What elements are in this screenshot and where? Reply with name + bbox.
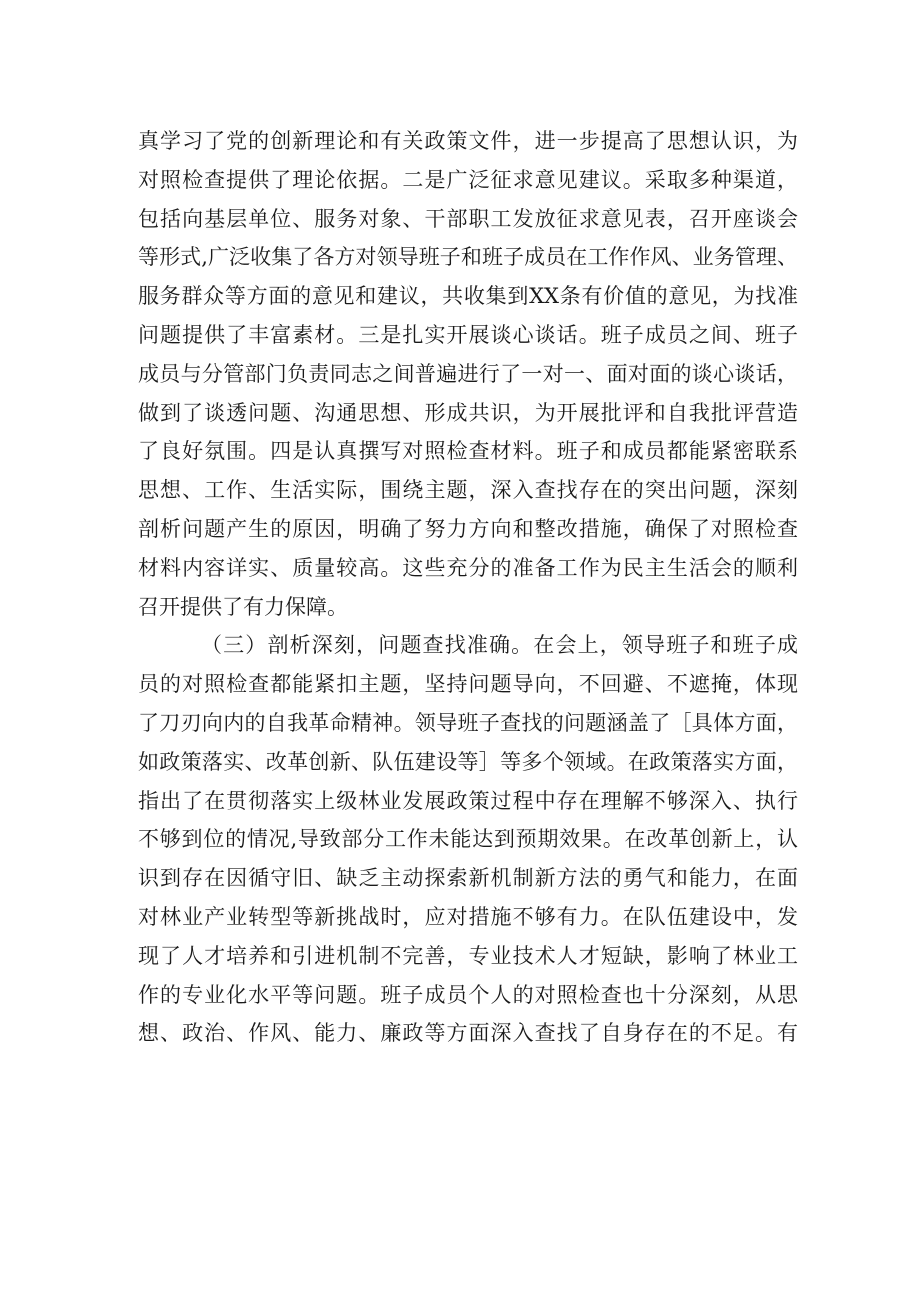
text-line: 员的对照检查都能紧扣主题，坚持问题导向，不回避、不遮掩，体现 xyxy=(138,672,798,697)
text-line: 如政策落实、改革创新、队伍建设等］等多个领域。在政策落实方面， xyxy=(138,749,798,774)
paragraph-2 xyxy=(138,626,798,1053)
text-line: 指出了在贯彻落实上级林业发展政策过程中存在理解不够深入、执行 xyxy=(138,788,798,813)
text-line: 剖析问题产生的原因，明确了努力方向和整改措施，确保了对照检查 xyxy=(138,516,798,541)
text-line: 材料内容详实、质量较高。这些充分的准备工作为民主生活会的顺利 xyxy=(138,555,798,580)
text-line: 了刀刃向内的自我革命精神。领导班子查找的问题涵盖了［具体方面， xyxy=(138,710,798,735)
body-text xyxy=(138,122,798,1053)
paragraph-1 xyxy=(138,122,798,626)
text-line: 想、政治、作风、能力、廉政等方面深入查找了自身存在的不足。有 xyxy=(138,1021,798,1046)
text-line: 服务群众等方面的意见和建议，共收集到XX条有价值的意见，为找准 xyxy=(138,284,798,309)
text-line: 不够到位的情况,导致部分工作未能达到预期效果。在改革创新上，认 xyxy=(138,827,798,852)
text-line: （三）剖析深刻，问题查找准确。在会上，领导班子和班子成 xyxy=(201,633,798,658)
text-line: 包括向基层单位、服务对象、干部职工发放征求意见表，召开座谈会 xyxy=(138,206,798,231)
text-line: 做到了谈透问题、沟通思想、形成共识，为开展批评和自我批评营造 xyxy=(138,400,798,425)
text-line: 等形式,广泛收集了各方对领导班子和班子成员在工作作风、业务管理、 xyxy=(138,245,798,270)
text-line: 召开提供了有力保障。 xyxy=(138,594,348,619)
text-line: 识到存在因循守旧、缺乏主动探索新机制新方法的勇气和能力，在面 xyxy=(138,866,798,891)
text-line: 了良好氛围。四是认真撰写对照检查材料。班子和成员都能紧密联系 xyxy=(138,439,798,464)
text-line: 作的专业化水平等问题。班子成员个人的对照检查也十分深刻，从思 xyxy=(138,982,798,1007)
text-line: 现了人才培养和引进机制不完善，专业技术人才短缺，影响了林业工 xyxy=(138,943,798,968)
text-line: 对林业产业转型等新挑战时，应对措施不够有力。在队伍建设中，发 xyxy=(138,904,798,929)
text-line: 成员与分管部门负责同志之间普遍进行了一对一、面对面的谈心谈话， xyxy=(138,361,798,386)
text-line: 问题提供了丰富素材。三是扎实开展谈心谈话。班子成员之间、班子 xyxy=(138,322,798,347)
text-line: 真学习了党的创新理论和有关政策文件，进一步提高了思想认识，为 xyxy=(138,129,798,153)
text-line: 对照检查提供了理论依据。二是广泛征求意见建议。采取多种渠道， xyxy=(138,167,798,192)
text-line: 思想、工作、生活实际，围绕主题，深入查找存在的突出问题，深刻 xyxy=(138,478,798,503)
